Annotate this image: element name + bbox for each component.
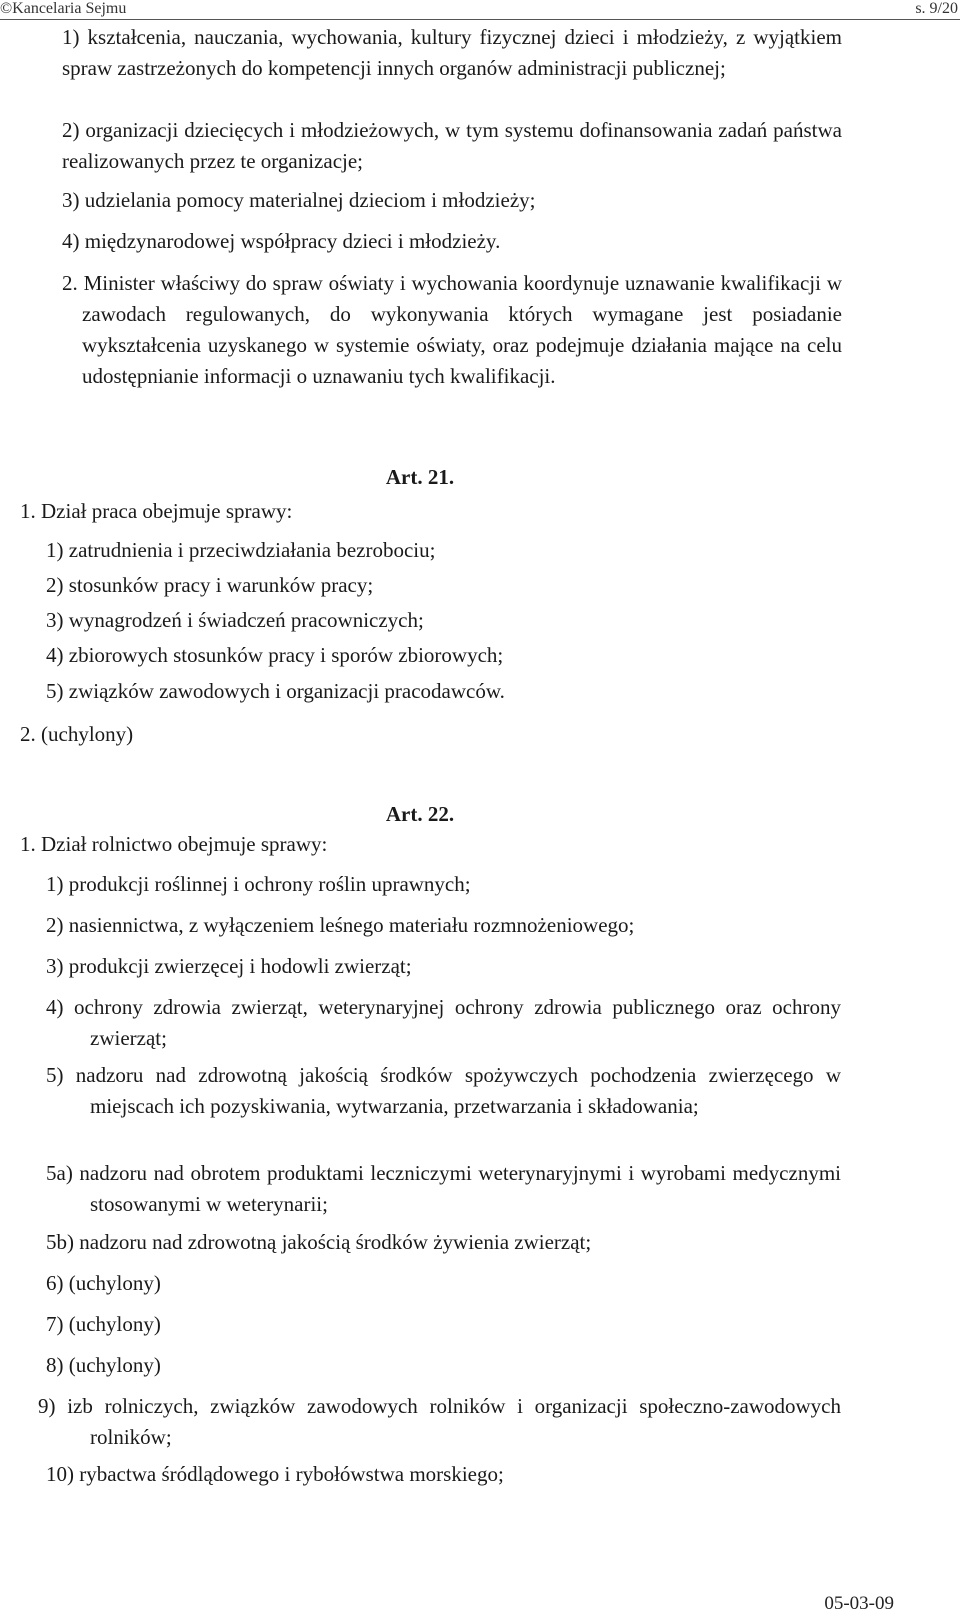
art22-item-10: 10) rybactwa śródlądowego i rybołówstwa morskiego; (46, 1462, 504, 1486)
art22-item-1: 1) produkcji roślinnej i ochrony roślin uprawnych; (46, 872, 471, 896)
art22-item-4: 4) ochrony zdrowia zwierząt, weterynaryjnej ochrony zdrowia publicznego oraz ochrony zwierząt; (46, 995, 841, 1050)
art22-item-3: 3) produkcji zwierzęcej i hodowli zwierząt; (46, 954, 412, 978)
art21-paragraph-2: 2. (uchylony) (20, 722, 134, 746)
art22-item-8: 8) (uchylony) (46, 1353, 161, 1377)
art22-item-5b: 5b) nadzoru nad zdrowotną jakością środków żywienia zwierząt; (46, 1230, 592, 1254)
art22-item-9: 9) izb rolniczych, związków zawodowych rolników i organizacji społeczno-zawodowych rolników; (38, 1394, 841, 1449)
header-source: ©Kancelaria Sejmu (0, 0, 127, 17)
art20-item-1: 1) kształcenia, nauczania, wychowania, kultury fizycznej dzieci i młodzieży, z wyjątkiem spraw zastrzeżonych do kompetencji innych organów administracji publicznej; (62, 25, 842, 80)
art22-item-5a: 5a) nadzoru nad obrotem produktami leczniczymi weterynaryjnymi i wyrobami medycznymi stosowanymi w weterynarii; (46, 1161, 841, 1216)
art20-item-3: 3) udzielania pomocy materialnej dzieciom i młodzieży; (62, 188, 536, 212)
header-divider (0, 19, 960, 20)
art21-item-3: 3) wynagrodzeń i świadczeń pracowniczych; (46, 608, 424, 632)
art21-item-5: 5) związków zawodowych i organizacji pracodawców. (46, 679, 505, 703)
art20-paragraph-2: 2. Minister właściwy do spraw oświaty i wychowania koordynuje uznawanie kwalifikacji w zawodach regulowanych, do wykonywania których wymagane jest posiadanie wykształcenia uzyskanego w systemie oświaty, oraz podejmuje działania mające na celu udostępnianie informacji o uznawaniu tych kwalifikacji. (62, 271, 842, 388)
footer-date: 05-03-09 (824, 1593, 894, 1614)
art22-heading: Art. 22. (385, 802, 455, 826)
art21-intro: 1. Dział praca obejmuje sprawy: (20, 499, 293, 523)
art22-item-5: 5) nadzoru nad zdrowotną jakością środków spożywczych pochodzenia zwierzęcego w miejscach ich pozyskiwania, wytwarzania, przetwarzania i składowania; (46, 1063, 841, 1118)
art22-item-7: 7) (uchylony) (46, 1312, 161, 1336)
art22-item-6: 6) (uchylony) (46, 1271, 161, 1295)
art21-heading: Art. 21. (385, 465, 455, 489)
art21-item-2: 2) stosunków pracy i warunków pracy; (46, 573, 374, 597)
art20-item-4: 4) międzynarodowej współpracy dzieci i młodzieży. (62, 229, 501, 253)
art21-item-1: 1) zatrudnienia i przeciwdziałania bezrobociu; (46, 538, 436, 562)
art22-item-2: 2) nasiennictwa, z wyłączeniem leśnego materiału rozmnożeniowego; (46, 913, 635, 937)
art20-item-2: 2) organizacji dziecięcych i młodzieżowych, w tym systemu dofinansowania zadań państwa realizowanych przez te organizacje; (62, 118, 842, 173)
header-page-number: s. 9/20 (915, 0, 958, 17)
art21-item-4: 4) zbiorowych stosunków pracy i sporów zbiorowych; (46, 643, 504, 667)
art22-intro: 1. Dział rolnictwo obejmuje sprawy: (20, 832, 328, 856)
